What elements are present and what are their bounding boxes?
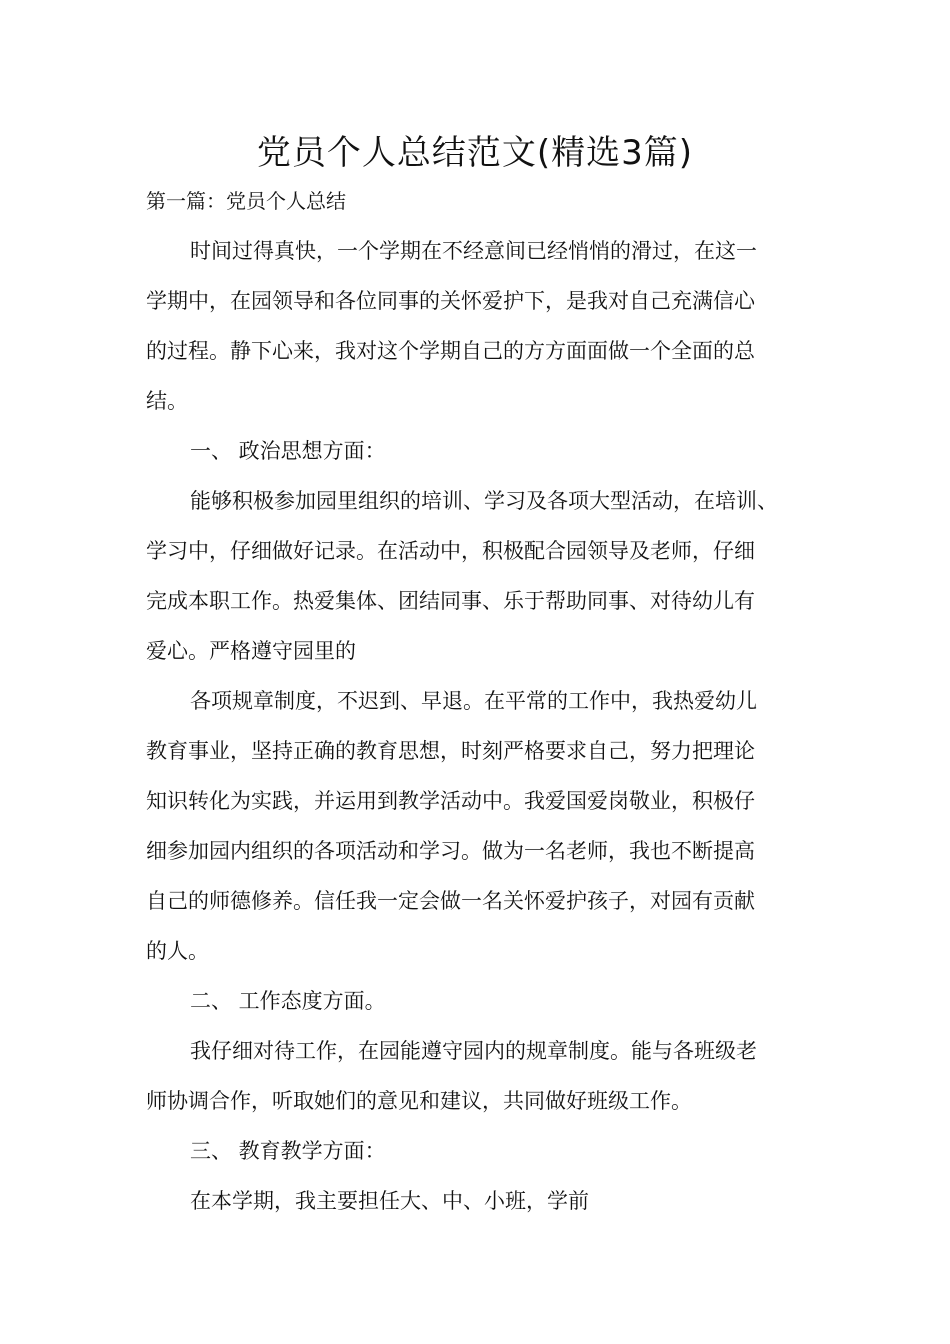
paragraph-line: 自己的师德修养。信任我一定会做一名关怀爱护孩子，对园有贡献 [146,889,755,913]
paragraph-line: 完成本职工作。热爱集体、团结同事、乐于帮助同事、对待幼儿有 [146,589,755,613]
section-heading: 一、 政治思想方面： [190,439,386,463]
paragraph-line: 时间过得真快，一个学期在不经意间已经悄悄的滑过，在这一 [190,239,757,263]
paragraph-line: 教育事业，坚持正确的教育思想，时刻严格要求自己，努力把理论 [146,739,755,763]
paragraph-line: 学期中，在园领导和各位同事的关怀爱护下，是我对自己充满信心 [146,289,755,313]
paragraph-line: 结。 [146,389,188,413]
section-subtitle: 第一篇：党员个人总结 [146,189,346,213]
paragraph-line: 爱心。严格遵守园里的 [146,639,356,663]
paragraph-line: 的过程。静下心来，我对这个学期自己的方方面面做一个全面的总 [146,339,755,363]
paragraph-line: 在本学期，我主要担任大、中、小班，学前 [190,1189,589,1213]
paragraph-line: 各项规章制度，不迟到、早退。在平常的工作中，我热爱幼儿 [190,689,757,713]
paragraph-line: 能够积极参加园里组织的培训、学习及各项大型活动，在培训、 [190,489,778,513]
paragraph-line: 师协调合作，听取她们的意见和建议，共同做好班级工作。 [146,1089,692,1113]
paragraph-line: 的人。 [146,939,209,963]
paragraph-line: 我仔细对待工作，在园能遵守园内的规章制度。能与各班级老 [190,1039,757,1063]
paragraph-line: 学习中，仔细做好记录。在活动中，积极配合园领导及老师，仔细 [146,539,755,563]
paragraph-line: 知识转化为实践，并运用到教学活动中。我爱国爱岗敬业，积极仔 [146,789,755,813]
section-heading: 三、 教育教学方面： [190,1139,386,1163]
document-title: 党员个人总结范文(精选3篇) [256,133,694,173]
paragraph-line: 细参加园内组织的各项活动和学习。做为一名老师，我也不断提高 [146,839,755,863]
section-heading: 二、 工作态度方面。 [190,989,386,1013]
